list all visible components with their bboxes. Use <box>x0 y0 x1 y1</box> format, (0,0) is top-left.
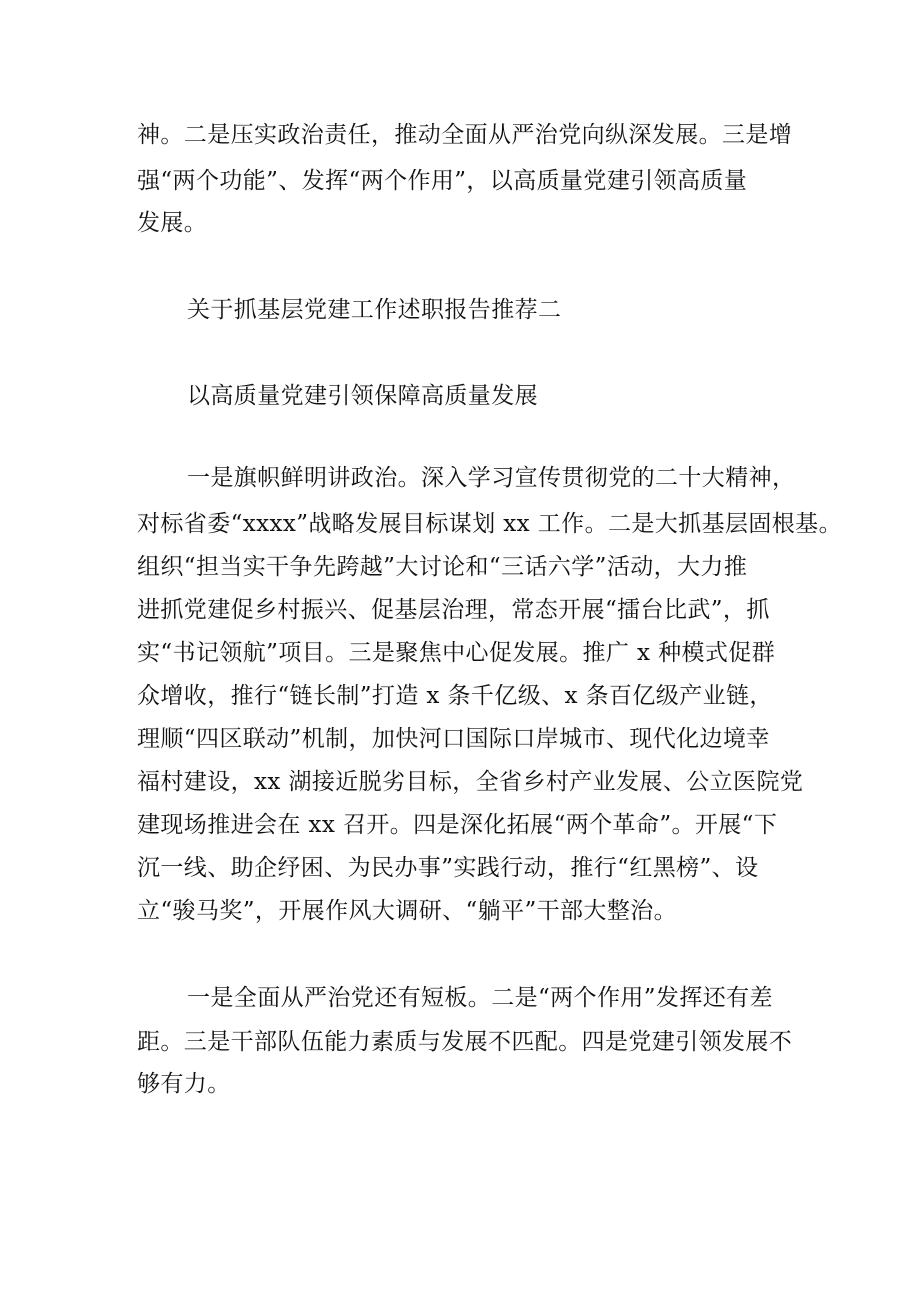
body-paragraph-line: 实“书记领航”项目。三是聚焦中心促发展。推广 x 种模式促群 <box>137 640 776 666</box>
body-paragraph-line: 建现场推进会在 xx 召开。四是深化拓展“两个革命”。开展“下 <box>137 812 778 838</box>
continued-paragraph-line: 发展。 <box>137 210 208 236</box>
continued-paragraph-line: 神。二是压实政治责任，推动全面从严治党向纵深发展。三是增 <box>137 122 793 148</box>
continued-paragraph-line: 强“两个功能”、发挥“两个作用”，以高质量党建引领高质量 <box>137 168 748 194</box>
body-paragraph-line: 进抓党建促乡村振兴、促基层治理，常态开展“擂台比武”，抓 <box>137 597 770 623</box>
body-paragraph-line: 沉一线、助企纾困、为民办事”实践行动，推行“红黑榜”、设 <box>137 855 759 881</box>
body-paragraph-line: 理顺“四区联动”机制，加快河口国际口岸城市、现代化边境幸 <box>137 726 770 752</box>
body-paragraph-line: 一是旗帜鲜明讲政治。深入学习宣传贯彻党的二十大精神， <box>187 465 796 491</box>
body-paragraph-line: 立“骏马奖”，开展作风大调研、“躺平”干部大整治。 <box>137 898 678 924</box>
problems-paragraph-line: 一是全面从严治党还有短板。二是“两个作用”发挥还有差 <box>187 985 773 1011</box>
body-paragraph-line: 福村建设，xx 湖接近脱劣目标，全省乡村产业发展、公立医院党 <box>137 769 804 795</box>
body-paragraph-line: 对标省委“xxxx”战略发展目标谋划 xx 工作。二是大抓基层固根基。 <box>137 511 842 537</box>
problems-paragraph-line: 够有力。 <box>137 1071 231 1097</box>
report-heading: 关于抓基层党建工作述职报告推荐二 <box>187 297 562 323</box>
problems-paragraph-line: 距。三是干部队伍能力素质与发展不匹配。四是党建引领发展不 <box>137 1029 793 1055</box>
body-paragraph-line: 众增收，推行“链长制”打造 x 条千亿级、x 条百亿级产业链， <box>137 683 773 709</box>
report-subheading: 以高质量党建引领保障高质量发展 <box>187 383 538 409</box>
body-paragraph-line: 组织“担当实干争先跨越”大讨论和“三话六学”活动，大力推 <box>137 554 748 580</box>
